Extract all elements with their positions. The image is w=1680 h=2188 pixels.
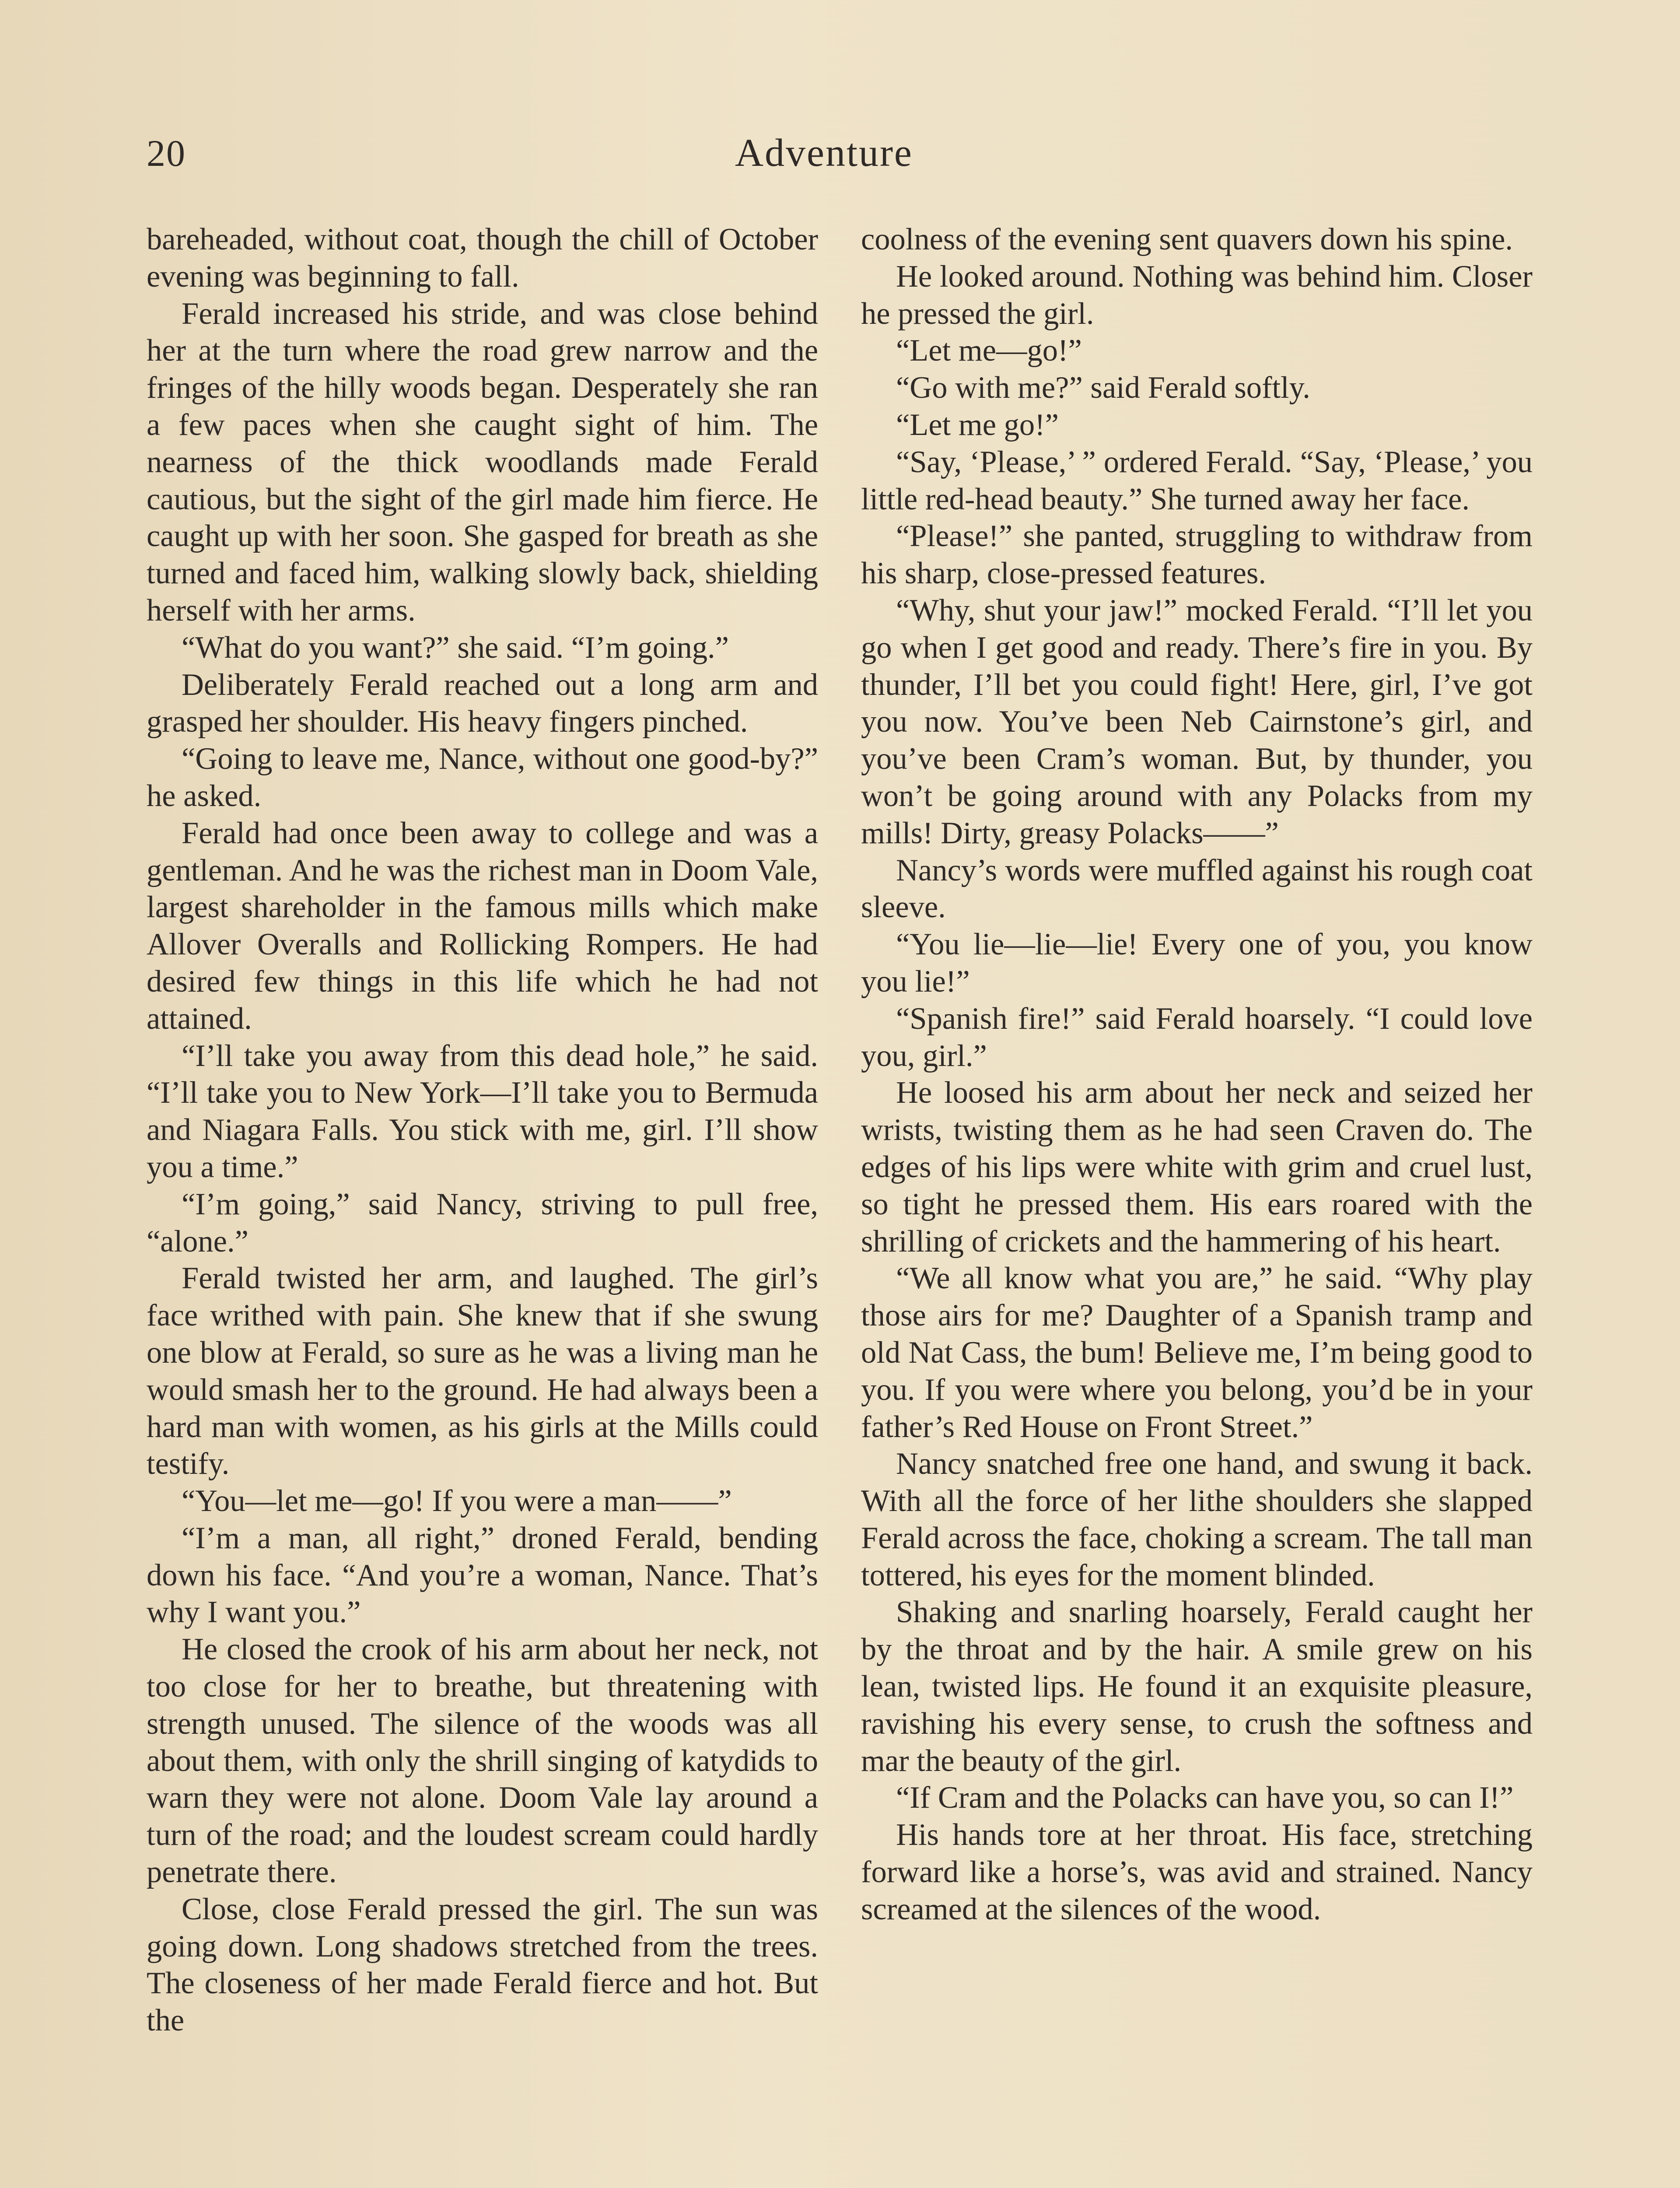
- paragraph: Ferald had once been away to college and was a gentleman. And he was the richest man in Doom Vale, largest shareholder in the famous mills which make Allover Overalls and Rollicking Rompers. He had desired few things in this life which he had not attained.: [147, 816, 818, 1036]
- paragraph: “You lie—lie—lie! Every one of you, you know you lie!”: [861, 927, 1533, 999]
- paragraph: “I’m going,” said Nancy, striving to pull free, “alone.”: [147, 1187, 818, 1259]
- paragraph: “Please!” she panted, struggling to withdraw from his sharp, close-pressed features.: [861, 519, 1533, 591]
- paragraph: Ferald twisted her arm, and laughed. The girl’s face writhed with pain. She knew that if she swung one blow at Ferald, so sure as he was a living man he would smash her to the ground. He had always been a hard man with women, as his girls at the Mills could testify.: [147, 1261, 818, 1481]
- paragraph: He loosed his arm about her neck and seized her wrists, twisting them as he had seen Craven do. The edges of his lips were white with grim and cruel lust, so tight he pressed them. His ears roared with the shrilling of crickets and the hammering of his heart.: [861, 1076, 1533, 1259]
- paragraph: Nancy’s words were muffled against his rough coat sleeve.: [861, 853, 1533, 925]
- paragraph: Deliberately Ferald reached out a long arm and grasped her shoulder. His heavy fingers pinched.: [147, 667, 818, 739]
- page-number: 20: [147, 132, 186, 174]
- paragraph: “I’m a man, all right,” droned Ferald, bending down his face. “And you’re a woman, Nance. That’s why I want you.”: [147, 1521, 818, 1630]
- paragraph: “You—let me—go! If you were a man——”: [182, 1484, 732, 1518]
- paragraph: “Say, ‘Please,’ ” ordered Ferald. “Say, ‘Please,’ you little red-head beauty.” She turned away her face.: [861, 445, 1533, 516]
- paragraph: His hands tore at her throat. His face, stretching forward like a horse’s, was avid and strained. Nancy screamed at the silences of the wood.: [861, 1818, 1533, 1926]
- paragraph: “We all know what you are,” he said. “Why play those airs for me? Daughter of a Spanish tramp and old Nat Cass, the bum! Believe me, I’m being good to you. If you were where you belong, you’d be in your father’s Red House on Front Street.”: [861, 1261, 1533, 1444]
- paragraph: Shaking and snarling hoarsely, Ferald caught her by the throat and by the hair. A smile grew on his lean, twisted lips. He found it an exquisite pleasure, ravishing his every sense, to crush the softness and mar the beauty of the girl.: [861, 1595, 1533, 1778]
- paragraph: “I’ll take you away from this dead hole,” he said. “I’ll take you to New York—I’ll take you to Bermuda and Niagara Falls. You stick with me, girl. I’ll show you a time.”: [147, 1038, 818, 1184]
- paragraph: bareheaded, without coat, though the chill of October evening was beginning to fall.: [147, 222, 818, 294]
- paragraph: “Let me—go!”: [896, 333, 1082, 368]
- paragraph: Ferald increased his stride, and was close behind her at the turn where the road grew narrow and the fringes of the hilly woods began. Desperately she ran a few paces when she caught sight of him. The nearness of the thick woodlands made Ferald cautious, but the sight of the girl made him fierce. He caught up with her soon. She gasped for breath as she turned and faced him, walking slowly back, shielding herself with her arms.: [147, 296, 818, 628]
- paragraph: coolness of the evening sent quavers down his spine.: [861, 222, 1513, 256]
- paragraph: “Going to leave me, Nance, without one good-by?” he asked.: [147, 742, 818, 813]
- paragraph: “Spanish fire!” said Ferald hoarsely. “I could love you, girl.”: [861, 1001, 1533, 1073]
- paragraph: He looked around. Nothing was behind him. Closer he pressed the girl.: [861, 259, 1533, 331]
- paragraph: Nancy snatched free one hand, and swung it back. With all the force of her lithe shoulders she slapped Ferald across the face, choking a scream. The tall man tottered, his eyes for the moment blinded.: [861, 1447, 1533, 1592]
- right-text-column: [861, 221, 1533, 2188]
- paragraph: “If Cram and the Polacks can have you, so can I!”: [896, 1781, 1514, 1815]
- running-title: Adventure: [735, 131, 913, 175]
- left-text-column: [147, 221, 818, 2188]
- paragraph: “Go with me?” said Ferald softly.: [896, 371, 1310, 405]
- paragraph: “What do you want?” she said. “I’m going.”: [182, 630, 729, 665]
- paragraph: Close, close Ferald pressed the girl. The sun was going down. Long shadows stretched from the trees. The closeness of her made Ferald fierce and hot. But the: [147, 1892, 818, 2038]
- paragraph: He closed the crook of his arm about her neck, not too close for her to breathe, but threatening with strength unused. The silence of the woods was all about them, with only the shrill singing of katydids to warn they were not alone. Doom Vale lay around a turn of the road; and the loudest scream could hardly penetrate there.: [147, 1632, 818, 1890]
- paragraph: “Why, shut your jaw!” mocked Ferald. “I’ll let you go when I get good and ready. There’s fire in you. By thunder, I’ll bet you could fight! Here, girl, I’ve got you now. You’ve been Neb Cairnstone’s girl, and you’ve been Cram’s woman. But, by thunder, you won’t be going around with any Polacks from my mills! Dirty, greasy Polacks——”: [861, 593, 1533, 850]
- paragraph: “Let me go!”: [896, 407, 1059, 442]
